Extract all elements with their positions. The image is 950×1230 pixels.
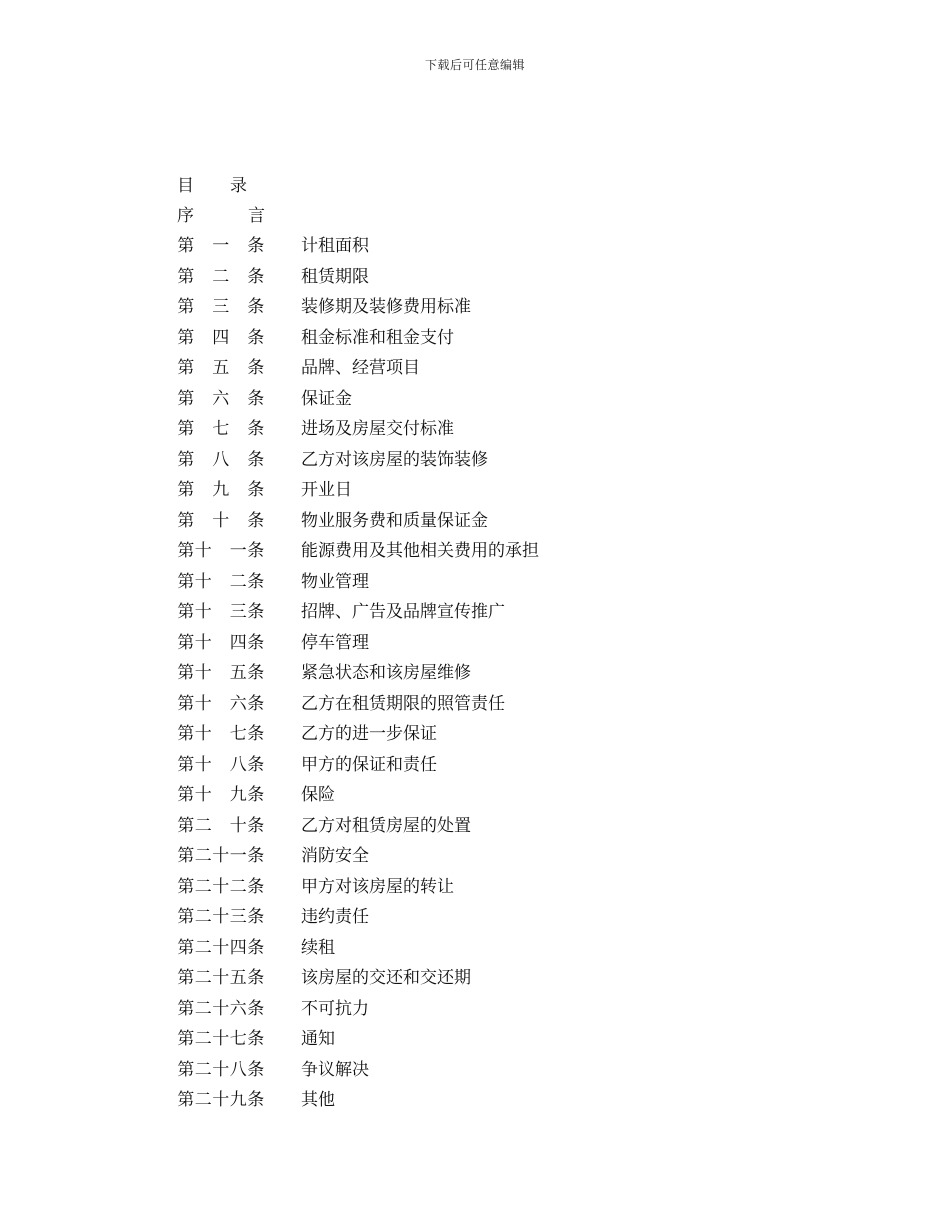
toc-entry-title: 争议解决	[301, 1059, 369, 1080]
toc-entry	[177, 567, 777, 598]
toc-entry	[177, 628, 777, 659]
toc-entry-title: 通知	[301, 1029, 335, 1049]
toc-entry-number: 第 三 条	[177, 297, 265, 317]
toc-entry-title: 违约责任	[301, 907, 369, 927]
toc-entry-title: 保证金	[301, 388, 352, 409]
toc-entry	[177, 750, 777, 781]
toc-entry-number: 第十 六条	[177, 693, 265, 714]
toc-entry	[177, 994, 777, 1025]
toc-preface-char: 言	[248, 206, 265, 226]
toc-entry-title: 物业管理	[301, 571, 369, 592]
table-of-contents	[177, 171, 777, 1116]
toc-entry	[177, 841, 777, 872]
toc-title-char: 录	[230, 176, 247, 196]
toc-entry	[177, 231, 777, 262]
toc-entry-title: 甲方对该房屋的转让	[301, 876, 454, 897]
toc-title-char: 目	[177, 176, 194, 196]
toc-entry	[177, 1055, 777, 1086]
toc-entry	[177, 506, 777, 537]
toc-entry-number: 第 八 条	[177, 449, 265, 470]
toc-entry-number: 第十 七条	[177, 724, 265, 744]
toc-entry-number: 第十 八条	[177, 754, 265, 775]
toc-entry-number: 第十 四条	[177, 632, 265, 653]
toc-entry	[177, 445, 777, 476]
toc-entry-title: 装修期及装修费用标准	[301, 297, 471, 317]
toc-entry-title: 物业服务费和质量保证金	[301, 510, 488, 531]
toc-entry-title: 其他	[301, 1090, 335, 1110]
toc-entry-number: 第十 五条	[177, 663, 265, 683]
toc-entry	[177, 963, 777, 994]
toc-entry	[177, 323, 777, 354]
toc-title	[177, 171, 777, 201]
toc-entry-number: 第二十一条	[177, 846, 265, 866]
toc-entry	[177, 1024, 777, 1055]
toc-entry	[177, 414, 777, 445]
toc-entry-number: 第 九 条	[177, 480, 265, 500]
toc-entry-number: 第二十五条	[177, 968, 265, 988]
toc-entry	[177, 780, 777, 811]
toc-entry	[177, 902, 777, 933]
toc-entry	[177, 292, 777, 323]
toc-entry	[177, 658, 777, 689]
toc-entry-number: 第二十八条	[177, 1059, 265, 1080]
toc-preface-char: 序	[177, 206, 194, 226]
toc-entry-number: 第 五 条	[177, 358, 265, 378]
toc-entry-title: 紧急状态和该房屋维修	[301, 663, 471, 683]
toc-entry	[177, 811, 777, 842]
toc-entry-number: 第 四 条	[177, 327, 265, 348]
toc-entry-number: 第 六 条	[177, 388, 265, 409]
toc-entry	[177, 1085, 777, 1116]
toc-entry	[177, 384, 777, 415]
toc-entry-title: 该房屋的交还和交还期	[301, 968, 471, 988]
toc-entry-title: 乙方的进一步保证	[301, 724, 437, 744]
toc-entries	[177, 231, 777, 1116]
toc-entry	[177, 475, 777, 506]
toc-entry	[177, 719, 777, 750]
toc-entry	[177, 262, 777, 293]
header-note: 下载后可任意编辑	[424, 58, 525, 72]
toc-entry-number: 第二十六条	[177, 998, 265, 1019]
toc-entry	[177, 689, 777, 720]
toc-entry-number: 第二十三条	[177, 907, 265, 927]
toc-entry	[177, 597, 777, 628]
toc-entry-title: 租赁期限	[301, 266, 369, 287]
toc-entry-title: 乙方对该房屋的装饰装修	[301, 449, 488, 470]
toc-entry-number: 第十 二条	[177, 571, 265, 592]
toc-entry-title: 甲方的保证和责任	[301, 754, 437, 775]
toc-entry-number: 第二十四条	[177, 937, 265, 958]
toc-entry-number: 第二十七条	[177, 1029, 265, 1049]
toc-entry-title: 品牌、经营项目	[301, 358, 420, 378]
toc-entry-title: 计租面积	[301, 236, 369, 256]
toc-preface	[177, 201, 777, 231]
toc-entry-title: 不可抗力	[301, 998, 369, 1019]
toc-entry-number: 第 一 条	[177, 236, 265, 256]
toc-entry	[177, 933, 777, 964]
toc-entry-title: 续租	[301, 937, 335, 958]
toc-entry	[177, 353, 777, 384]
toc-entry-title: 租金标准和租金支付	[301, 327, 454, 348]
toc-entry-number: 第 十 条	[177, 510, 265, 531]
toc-entry-title: 进场及房屋交付标准	[301, 419, 454, 439]
toc-entry-number: 第二十二条	[177, 876, 265, 897]
toc-entry-number: 第十 九条	[177, 785, 265, 805]
toc-entry-title: 招牌、广告及品牌宣传推广	[301, 602, 505, 622]
toc-entry-number: 第十 三条	[177, 602, 265, 622]
toc-entry-number: 第 七 条	[177, 419, 265, 439]
toc-entry-title: 能源费用及其他相关费用的承担	[301, 541, 539, 561]
toc-entry-title: 乙方对租赁房屋的处置	[301, 815, 471, 836]
toc-entry	[177, 872, 777, 903]
toc-entry-title: 开业日	[301, 480, 352, 500]
toc-entry-title: 停车管理	[301, 632, 369, 653]
toc-entry-title: 消防安全	[301, 846, 369, 866]
toc-entry-title: 保险	[301, 785, 335, 805]
toc-entry-number: 第二 十条	[177, 815, 265, 836]
toc-entry-number: 第十 一条	[177, 541, 265, 561]
toc-entry-number: 第 二 条	[177, 266, 265, 287]
toc-entry	[177, 536, 777, 567]
toc-entry-number: 第二十九条	[177, 1090, 265, 1110]
toc-entry-title: 乙方在租赁期限的照管责任	[301, 693, 505, 714]
